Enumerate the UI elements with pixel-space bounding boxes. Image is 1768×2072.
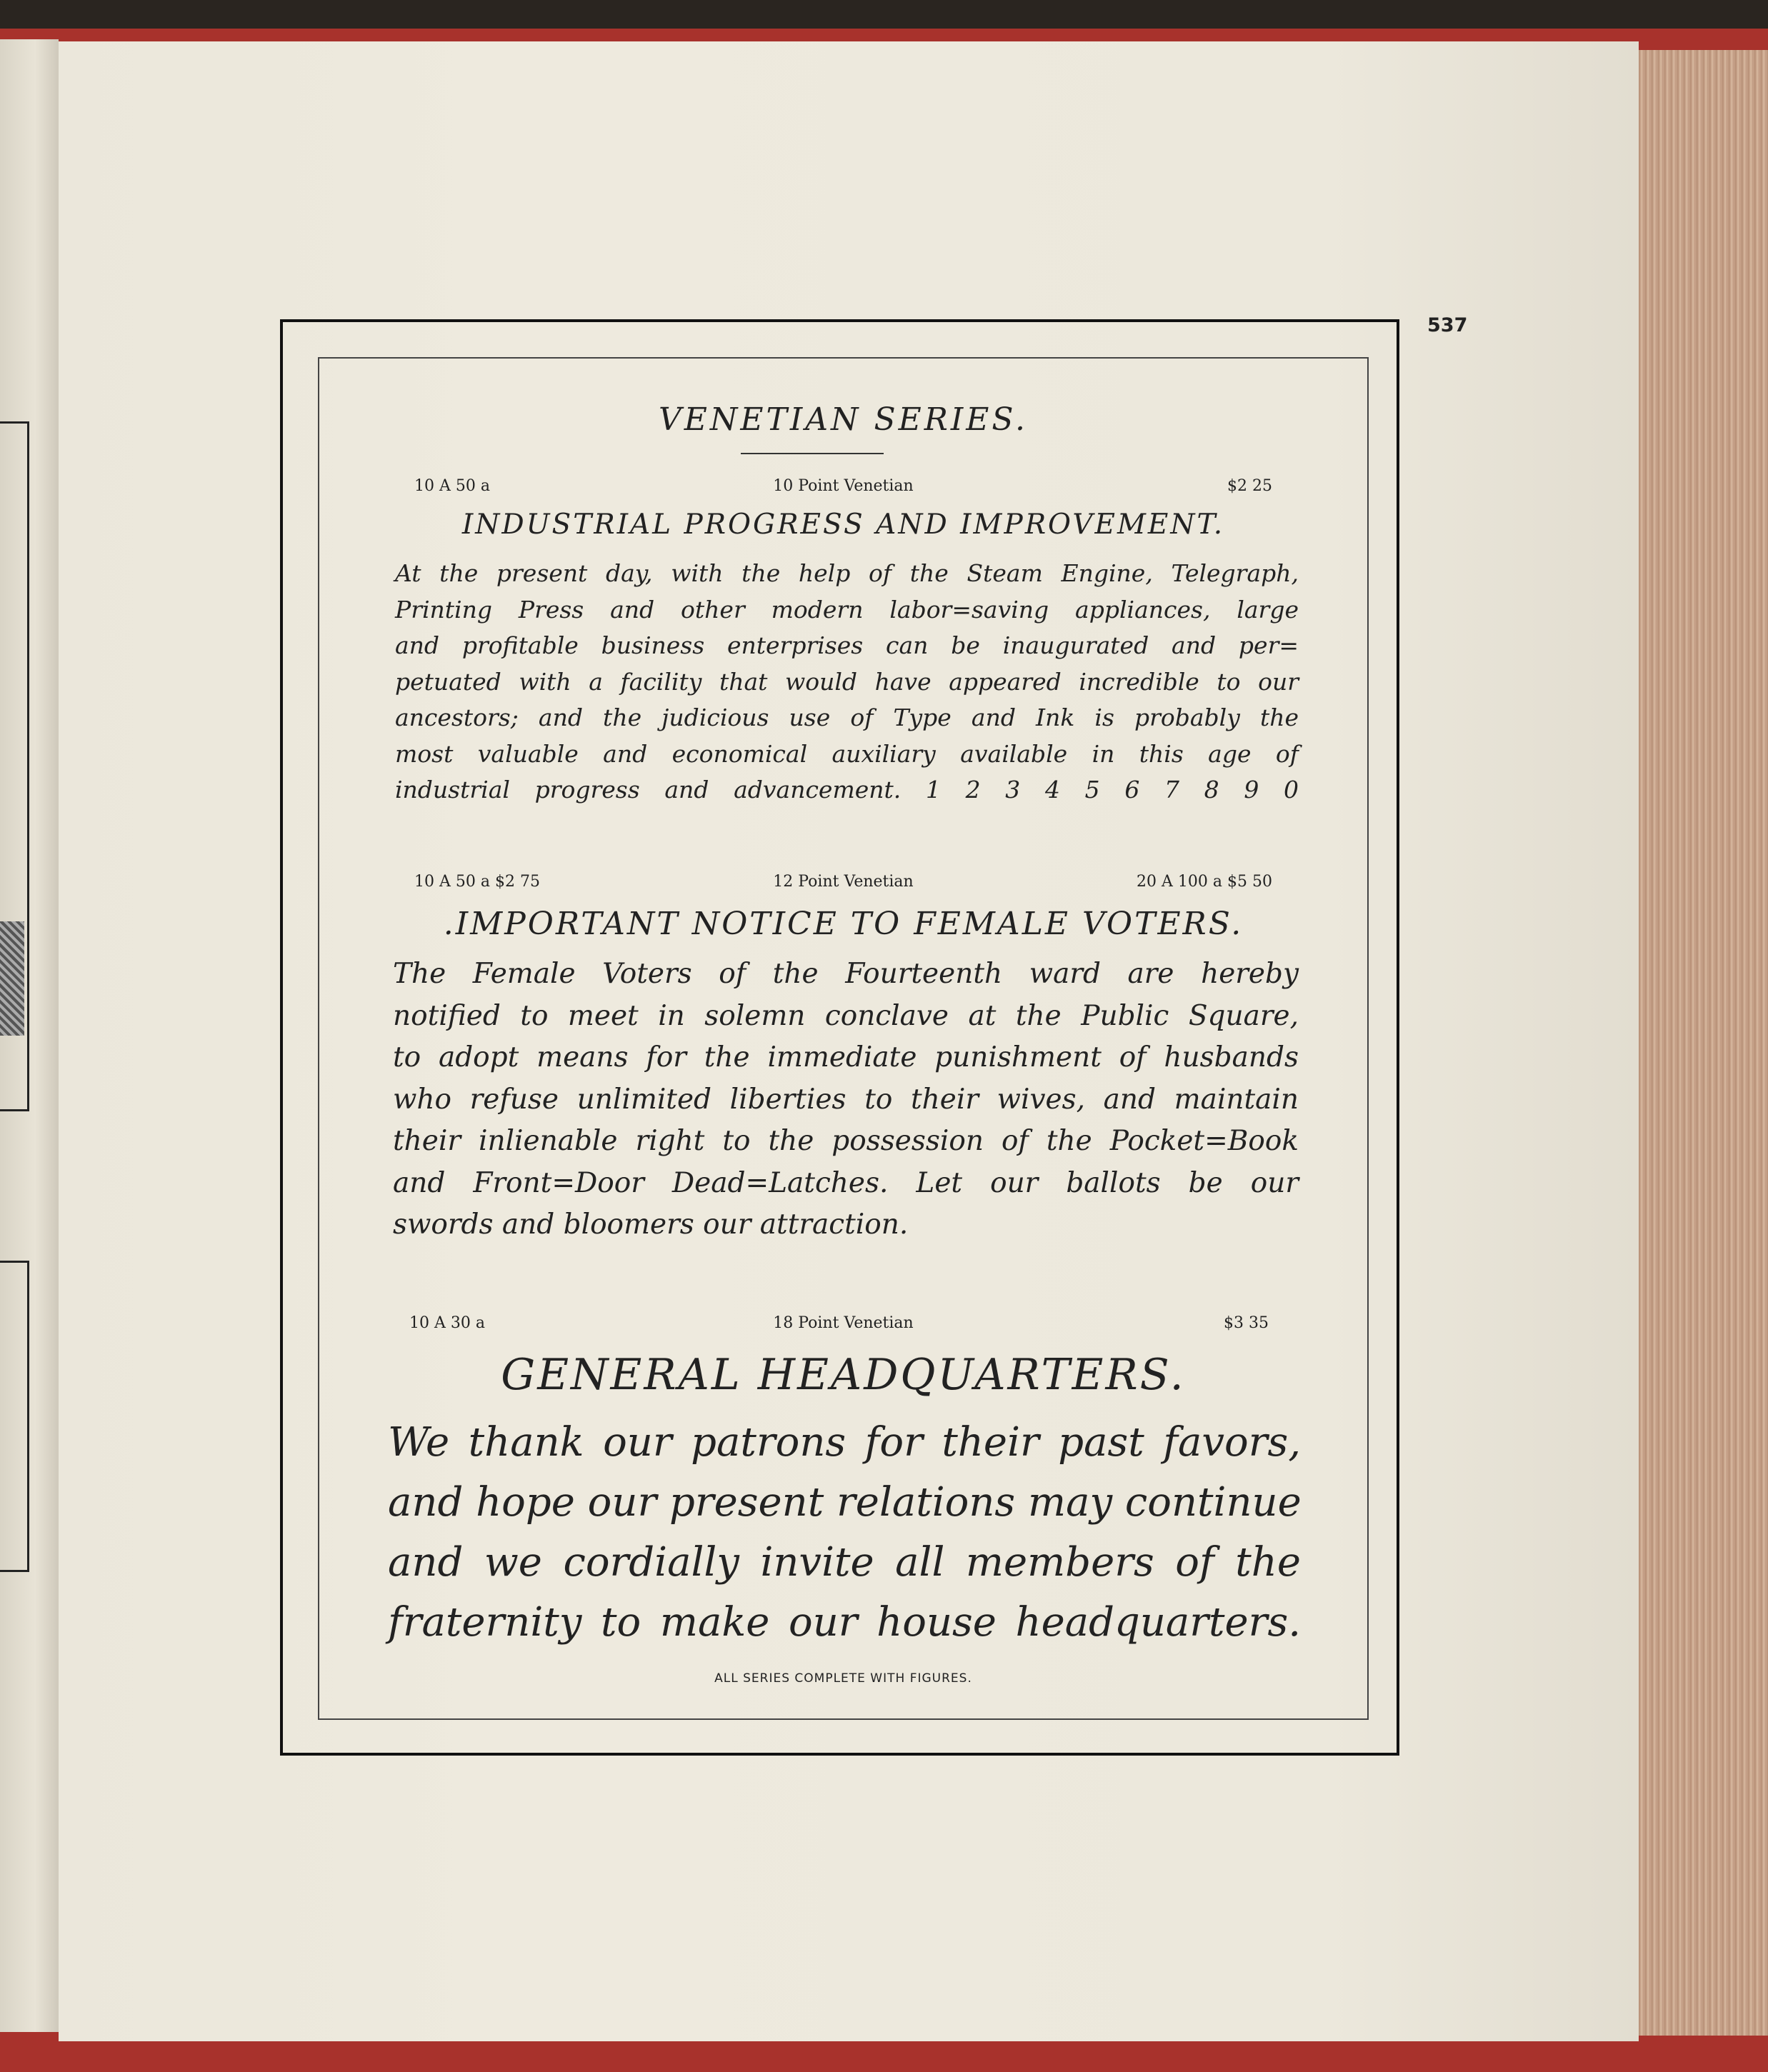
specimen-line: industrial progress and advancement. 1 2 3 4 5 6 7 8 9 0 bbox=[395, 776, 1299, 804]
page-edges bbox=[1636, 50, 1768, 2036]
font-quantity: 10 A 50 a $2 75 bbox=[414, 873, 540, 891]
page-number: 537 bbox=[1427, 314, 1468, 336]
specimen-line: notified to meet in solemn conclave at the Public Square, bbox=[393, 999, 1299, 1032]
specimen-line: to adopt means for the immediate punishment of husbands bbox=[393, 1041, 1299, 1073]
footer-note: ALL SERIES COMPLETE WITH FIGURES. bbox=[714, 1671, 972, 1686]
specimen-line: and profitable business enterprises can be inaugurated and per= bbox=[395, 631, 1299, 659]
font-price: $2 25 bbox=[1227, 477, 1272, 495]
page-title: VENETIAN SERIES. bbox=[659, 401, 1028, 438]
left-page-frame bbox=[0, 1261, 29, 1572]
specimen-line: their inlienable right to the possession of the Pocket=Book bbox=[393, 1125, 1299, 1157]
specimen-paragraph bbox=[388, 1413, 1301, 1653]
specimen-spec-row bbox=[318, 1314, 1369, 1337]
specimen-heading: INDUSTRIAL PROGRESS AND IMPROVEMENT. bbox=[461, 509, 1225, 541]
specimen-line: and we cordially invite all members of the bbox=[388, 1539, 1301, 1586]
font-quantity: 10 A 30 a bbox=[409, 1314, 485, 1332]
font-size-label: 10 Point Venetian bbox=[773, 477, 914, 495]
font-price: 20 A 100 a $5 50 bbox=[1137, 873, 1272, 891]
title-rule bbox=[741, 453, 884, 454]
specimen-line: swords and bloomers our attraction. bbox=[393, 1208, 909, 1241]
specimen-line: and hope our present relations may continue bbox=[388, 1479, 1302, 1526]
specimen-heading: GENERAL HEADQUARTERS. bbox=[501, 1350, 1186, 1400]
specimen-heading: .IMPORTANT NOTICE TO FEMALE VOTERS. bbox=[443, 906, 1244, 942]
specimen-line: who refuse unlimited liberties to their wives, and maintain bbox=[393, 1083, 1299, 1116]
specimen-line: Printing Press and other modern labor=saving appliances, large bbox=[395, 595, 1299, 624]
left-page-ornament bbox=[0, 921, 24, 1036]
specimen-line: We thank our patrons for their past favors, bbox=[388, 1419, 1301, 1466]
specimen-spec-row bbox=[318, 477, 1369, 500]
left-page-edge bbox=[0, 39, 59, 2032]
specimen-line: ancestors; and the judicious use of Type and Ink is probably the bbox=[395, 704, 1299, 731]
specimen-spec-row bbox=[318, 873, 1369, 896]
specimen-paragraph bbox=[395, 556, 1299, 809]
font-price: $3 35 bbox=[1224, 1314, 1269, 1332]
specimen-line: most valuable and economical auxiliary available in this age of bbox=[395, 739, 1299, 768]
specimen-line: At the present day, with the help of the Steam Engine, Telegraph, bbox=[395, 559, 1299, 587]
specimen-paragraph bbox=[393, 954, 1299, 1246]
specimen-line: and Front=Door Dead=Latches. Let our ballots be our bbox=[393, 1166, 1299, 1199]
font-size-label: 12 Point Venetian bbox=[773, 873, 914, 891]
specimen-sheet bbox=[318, 357, 1369, 1720]
font-quantity: 10 A 50 a bbox=[414, 477, 490, 495]
specimen-line: The Female Voters of the Fourteenth ward are hereby bbox=[393, 958, 1299, 990]
specimen-line: fraternity to make our house headquarters. bbox=[388, 1599, 1301, 1646]
specimen-line: petuated with a facility that would have appeared incredible to our bbox=[395, 667, 1299, 696]
font-size-label: 18 Point Venetian bbox=[773, 1314, 914, 1332]
